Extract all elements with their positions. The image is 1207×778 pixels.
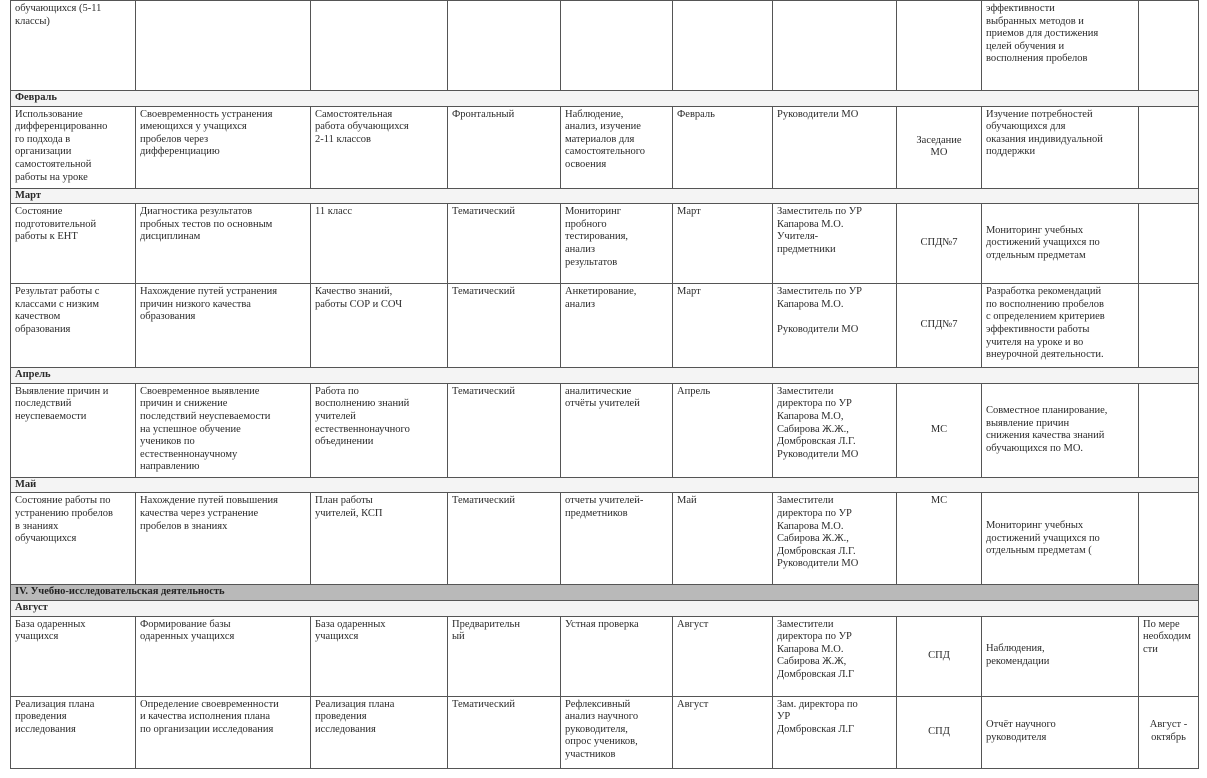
cell-content — [311, 1, 448, 91]
cell-extra: Август - октябрь — [1139, 696, 1199, 768]
cell-type: Тематический — [448, 284, 561, 368]
cell-review-place: СПД — [897, 616, 982, 696]
cell-responsible: Заместители директора по УР Капарова М.О, Сабирова Ж.Ж., Домбровская Л.Г. Руководители МО — [773, 383, 897, 477]
cell-review-place: Заседание МО — [897, 106, 982, 188]
cell-method — [561, 1, 673, 91]
cell-extra — [1139, 204, 1199, 284]
cell-review-place: СПД — [897, 696, 982, 768]
cell-result: эффективности выбранных методов и приемов для достижения целей обучения и восполнения пробелов — [982, 1, 1139, 91]
cell-method: Рефлексивный анализ научного руководителя, опрос учеников, участников — [561, 696, 673, 768]
month-label: Март — [11, 188, 1199, 204]
cell-type: Тематический — [448, 204, 561, 284]
cell-goal: Определение своевременности и качества исполнения плана по организации исследования — [136, 696, 311, 768]
cell-term — [673, 1, 773, 91]
cell-object: Реализация плана проведения исследования — [11, 696, 136, 768]
table-row — [11, 493, 1199, 585]
cell-object: База одаренных учащихся — [11, 616, 136, 696]
table-row — [11, 106, 1199, 188]
month-row-may — [11, 477, 1199, 493]
cell-content: План работы учителей, КСП — [311, 493, 448, 585]
month-row-march — [11, 188, 1199, 204]
cell-goal: Диагностика результатов пробных тестов по основным дисциплинам — [136, 204, 311, 284]
cell-term: Март — [673, 284, 773, 368]
month-row-april — [11, 368, 1199, 384]
cell-extra — [1139, 383, 1199, 477]
cell-method: Наблюдение, анализ, изучение материалов для самостоятельного освоения — [561, 106, 673, 188]
cell-term: Февраль — [673, 106, 773, 188]
cell-result: Отчёт научного руководителя — [982, 696, 1139, 768]
section-title: IV. Учебно-исследовательская деятельность — [11, 585, 1199, 601]
cell-responsible: Заместитель по УР Капарова М.О. Руководители МО — [773, 284, 897, 368]
cell-object: Использование дифференцированно го подхода в организации самостоятельной работы на уроке — [11, 106, 136, 188]
section-row — [11, 585, 1199, 601]
cell-responsible: Руководители МО — [773, 106, 897, 188]
cell-responsible — [773, 1, 897, 91]
cell-content: 11 класс — [311, 204, 448, 284]
cell-extra — [1139, 106, 1199, 188]
cell-object: Результат работы с классами с низким качеством образования — [11, 284, 136, 368]
cell-responsible: Заместители директора по УР Капарова М.О. Сабирова Ж.Ж., Домбровская Л.Г. Руководители МО — [773, 493, 897, 585]
cell-term: Март — [673, 204, 773, 284]
month-label: Февраль — [11, 91, 1199, 107]
cell-result: Совместное планирование, выявление причин снижения качества знаний обучающихся по МО. — [982, 383, 1139, 477]
cell-method: отчеты учителей- предметников — [561, 493, 673, 585]
cell-extra — [1139, 493, 1199, 585]
cell-object: Состояние работы по устранению пробелов в знаниях обучающихся — [11, 493, 136, 585]
table-row — [11, 284, 1199, 368]
table-row — [11, 616, 1199, 696]
cell-type — [448, 1, 561, 91]
cell-type: Тематический — [448, 696, 561, 768]
cell-goal: Нахождение путей повышения качества через устранение пробелов в знаниях — [136, 493, 311, 585]
cell-term: Май — [673, 493, 773, 585]
cell-type: Фронтальный — [448, 106, 561, 188]
cell-extra: По мере необходим сти — [1139, 616, 1199, 696]
cell-review-place: СПД№7 — [897, 284, 982, 368]
month-label: Август — [11, 600, 1199, 616]
cell-term: Август — [673, 616, 773, 696]
cell-responsible: Зам. директора по УР Домбровская Л.Г — [773, 696, 897, 768]
month-label: Май — [11, 477, 1199, 493]
plan-table-page — [10, 0, 1200, 760]
cell-term: Апрель — [673, 383, 773, 477]
cell-review-place: МС — [897, 383, 982, 477]
cell-content: Качество знаний, работы СОР и СОЧ — [311, 284, 448, 368]
cell-result: Мониторинг учебных достижений учащихся по отдельным предметам ( — [982, 493, 1139, 585]
cell-review-place: МС — [897, 493, 982, 585]
cell-object: Состояние подготовительной работы к ЕНТ — [11, 204, 136, 284]
cell-method: аналитические отчёты учителей — [561, 383, 673, 477]
cell-term: Август — [673, 696, 773, 768]
cell-goal — [136, 1, 311, 91]
cell-responsible: Заместитель по УР Капарова М.О. Учителя- предметники — [773, 204, 897, 284]
cell-result: Изучение потребностей обучающихся для оказания индивидуальной поддержки — [982, 106, 1139, 188]
cell-review-place — [897, 1, 982, 91]
cell-type: Тематический — [448, 493, 561, 585]
cell-method: Анкетирование, анализ — [561, 284, 673, 368]
cell-goal: Нахождение путей устранения причин низкого качества образования — [136, 284, 311, 368]
cell-type: Предварительн ый — [448, 616, 561, 696]
cell-result: Разработка рекомендаций по восполнению пробелов с определением критериев эффективности работы учителя на уроке и во внеурочной деятельности. — [982, 284, 1139, 368]
month-row-february — [11, 91, 1199, 107]
table-row — [11, 383, 1199, 477]
cell-responsible: Заместители директора по УР Капарова М.О. Сабирова Ж.Ж, Домбровская Л.Г — [773, 616, 897, 696]
cell-goal: Своевременное выявление причин и снижение последствий неуспеваемости на успешное обучение учеников по естественнонаучному направлению — [136, 383, 311, 477]
table-row — [11, 204, 1199, 284]
cell-content: Реализация плана проведения исследования — [311, 696, 448, 768]
cell-object: Выявление причин и последствий неуспеваемости — [11, 383, 136, 477]
table-row — [11, 696, 1199, 768]
cell-content: Самостоятельная работа обучающихся 2-11 классов — [311, 106, 448, 188]
cell-goal: Своевременность устранения имеющихся у учащихся пробелов через дифференциацию — [136, 106, 311, 188]
cell-extra — [1139, 1, 1199, 91]
control-plan-table — [10, 0, 1199, 769]
cell-extra — [1139, 284, 1199, 368]
cell-type: Тематический — [448, 383, 561, 477]
month-label: Апрель — [11, 368, 1199, 384]
cell-content: База одаренных учащихся — [311, 616, 448, 696]
cell-object: обучающихся (5-11 классы) — [11, 1, 136, 91]
cell-goal: Формирование базы одаренных учащихся — [136, 616, 311, 696]
cell-method: Устная проверка — [561, 616, 673, 696]
cell-review-place: СПД№7 — [897, 204, 982, 284]
cell-result: Наблюдения, рекомендации — [982, 616, 1139, 696]
cell-content: Работа по восполнению знаний учителей естественнонаучного объединении — [311, 383, 448, 477]
month-row-august — [11, 600, 1199, 616]
table-row — [11, 1, 1199, 91]
cell-method: Мониторинг пробного тестирования, анализ результатов — [561, 204, 673, 284]
cell-result: Мониторинг учебных достижений учащихся по отдельным предметам — [982, 204, 1139, 284]
